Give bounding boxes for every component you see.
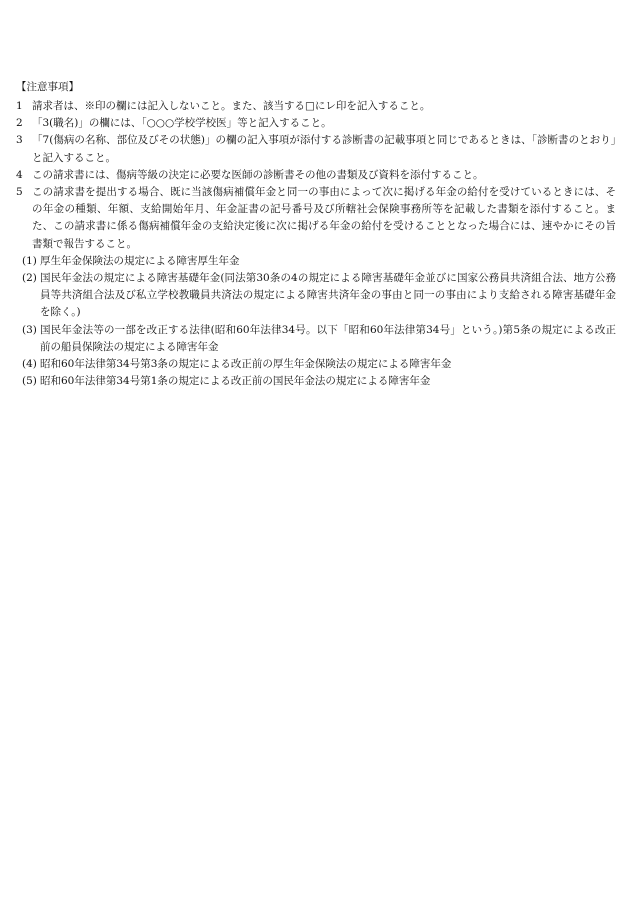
- subitem-number: (5): [22, 375, 37, 388]
- pension-subitem-2: [22, 270, 616, 322]
- subitem-number: (4): [22, 358, 37, 371]
- notes-list: [16, 98, 616, 390]
- pension-subitem-3: [22, 322, 616, 356]
- note-subitems-container: [16, 253, 616, 391]
- subitem-number: (3): [22, 323, 37, 336]
- subitem-number: (1): [22, 254, 37, 267]
- note-item-number: 5: [16, 186, 23, 199]
- note-item-text: この請求書には、傷病等級の決定に必要な医師の診断書その他の書類及び資料を添付すること。: [32, 168, 484, 181]
- note-item-3: [16, 132, 616, 166]
- note-item-number: 4: [16, 168, 23, 181]
- subitem-text: 厚生年金保険法の規定による障害厚生年金: [40, 254, 240, 267]
- note-item-text: 請求者は、※印の欄には記入しないこと。また、該当する□にレ印を記入すること。: [32, 100, 431, 112]
- subitem-text: 国民年金法等の一部を改正する法律(昭和60年法律34号。以下「昭和60年法律第34号」という。)第5条の規定による改正前の船員保険法の規定による障害年金: [40, 323, 616, 353]
- pension-type-list: [16, 253, 616, 391]
- note-item-4: [16, 167, 616, 184]
- subitem-text: 国民年金法の規定による障害基礎年金(同法第30条の4の規定による障害基礎年金並びに国家公務員共済組合法、地方公務員等共済組合法及び私立学校教職員共済法の規定による障害共済年金の事由と同一の事由により支給される障害基礎年金を除く。): [40, 272, 616, 319]
- note-item-5: [16, 184, 616, 253]
- subitem-number: (2): [22, 272, 37, 285]
- note-item-number: 1: [16, 100, 23, 112]
- pension-subitem-1: [22, 253, 616, 270]
- subitem-text: 昭和60年法律第34号第3条の規定による改正前の厚生年金保険法の規定による障害年金: [40, 358, 452, 371]
- pension-subitem-5: [22, 373, 616, 390]
- note-item-1: [16, 98, 616, 115]
- notes-heading: 【注意事項】: [16, 81, 79, 93]
- note-item-text: 「7(傷病の名称、部位及びその状態)」の欄の記入事項が添付する診断書の記載事項と同じであるときは、「診断書のとおり」と記入すること。: [32, 134, 616, 164]
- note-item-2: [16, 115, 616, 132]
- note-item-text: この請求書を提出する場合、既に当該傷病補償年金と同一の事由によって次に掲げる年金の給付を受けているときには、その年金の種類、年額、支給開始年月、年金証書の記号番号及び所轄社会保険事務所等を記載した書類を添付すること。また、この請求書に係る傷病補償年金の支給決定後に次に掲げる年金の給付を受けることとなった場合には、速やかにその旨書類で報告すること。: [32, 186, 616, 250]
- subitem-text: 昭和60年法律第34号第1条の規定による改正前の国民年金法の規定による障害年金: [40, 375, 431, 388]
- pension-subitem-4: [22, 356, 616, 373]
- note-item-number: 2: [16, 117, 23, 130]
- note-item-text: 「3(職名)」の欄には、「○○○学校学校医」等と記入すること。: [32, 117, 332, 130]
- note-item-number: 3: [16, 134, 23, 147]
